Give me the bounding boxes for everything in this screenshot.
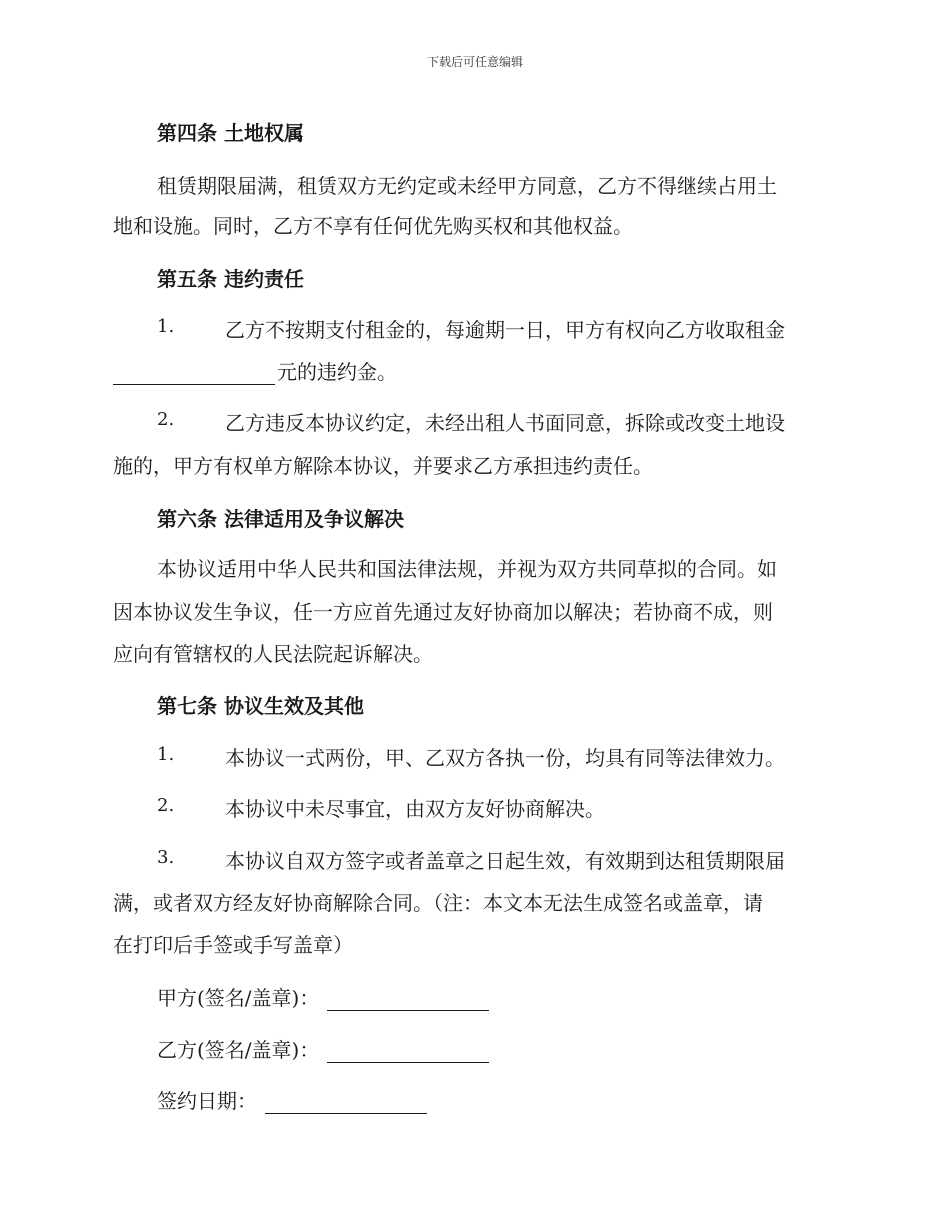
party-b-signature-line bbox=[327, 1044, 489, 1063]
article-5-heading: 第五条 违约责任 bbox=[157, 267, 304, 291]
article-5-item-1-line-2: 元的违约金。 bbox=[113, 356, 397, 385]
article-7-item-2-number: 2. bbox=[157, 795, 175, 816]
article-5-item-1-line-1: 乙方不按期支付租金的，每逾期一日，甲方有权向乙方收取租金 bbox=[225, 318, 785, 342]
article-7-item-3-number: 3. bbox=[157, 847, 175, 868]
article-7-item-3-line-1: 本协议自双方签字或者盖章之日起生效，有效期到达租赁期限届 bbox=[225, 849, 785, 873]
article-5-item-1-number: 1. bbox=[157, 316, 175, 337]
penalty-amount-blank bbox=[113, 364, 275, 385]
article-7-item-2-line-1: 本协议中未尽事宜，由双方友好协商解决。 bbox=[225, 797, 605, 821]
article-6-text-line-1: 本协议适用中华人民共和国法律法规，并视为双方共同草拟的合同。如 bbox=[157, 557, 777, 581]
article-5-item-2-line-2: 施的，甲方有权单方解除本协议，并要求乙方承担违约责任。 bbox=[113, 454, 653, 478]
party-a-signature-line bbox=[327, 992, 489, 1011]
signing-date-line bbox=[265, 1095, 427, 1114]
article-5-item-2-line-1: 乙方违反本协议约定，未经出租人书面同意，拆除或改变土地设 bbox=[225, 411, 785, 435]
article-4-heading: 第四条 土地权属 bbox=[157, 121, 304, 145]
article-5-item-2-number: 2. bbox=[157, 409, 175, 430]
signing-date: 签约日期： bbox=[157, 1085, 427, 1114]
article-4-text-line-2: 地和设施。同时，乙方不享有任何优先购买权和其他权益。 bbox=[113, 214, 633, 238]
party-b-signature: 乙方(签名/盖章)： bbox=[157, 1034, 489, 1063]
page-header: 下载后可任意编辑 bbox=[426, 55, 523, 69]
article-4-text-line-1: 租赁期限届满，租赁双方无约定或未经甲方同意，乙方不得继续占用土 bbox=[157, 174, 777, 198]
article-7-item-3-line-2: 满，或者双方经友好协商解除合同。（注：本文本无法生成签名或盖章，请 bbox=[113, 891, 763, 915]
article-6-heading: 第六条 法律适用及争议解决 bbox=[157, 507, 404, 531]
article-7-item-1-number: 1. bbox=[157, 744, 175, 765]
article-7-item-1-line-1: 本协议一式两份，甲、乙双方各执一份，均具有同等法律效力。 bbox=[225, 746, 785, 770]
article-7-heading: 第七条 协议生效及其他 bbox=[157, 694, 364, 718]
article-6-text-line-3: 应向有管辖权的人民法院起诉解决。 bbox=[113, 642, 433, 666]
party-a-signature: 甲方(签名/盖章)： bbox=[157, 982, 489, 1011]
article-6-text-line-2: 因本协议发生争议，任一方应首先通过友好协商加以解决；若协商不成，则 bbox=[113, 600, 773, 624]
article-7-item-3-line-3: 在打印后手签或手写盖章） bbox=[113, 933, 353, 957]
